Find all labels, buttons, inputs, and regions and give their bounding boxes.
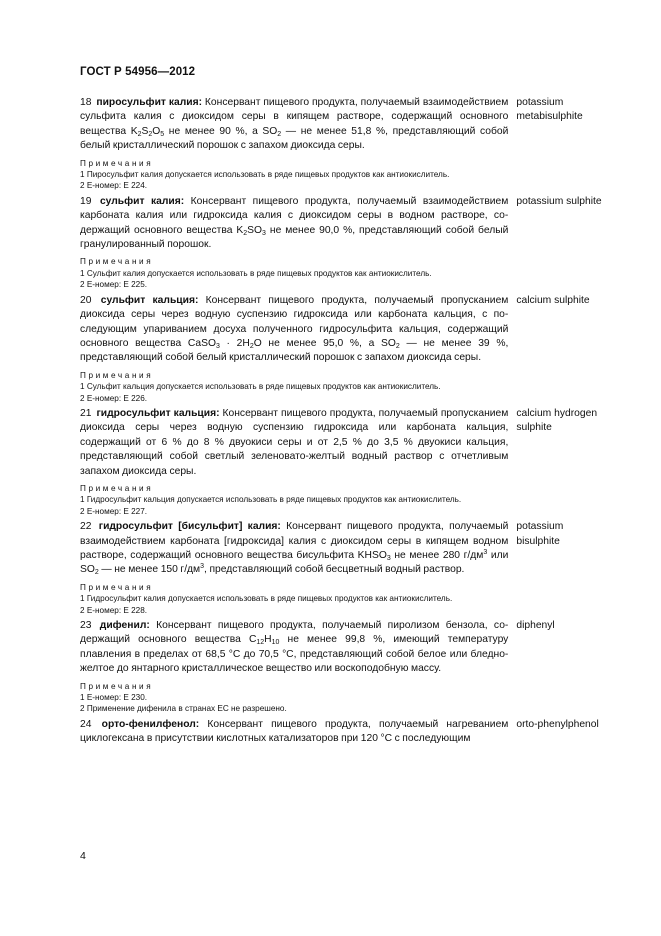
note-item: 1 E-номер: E 230. bbox=[80, 693, 148, 703]
note-item: 1 Пиросульфит калия допускается использовать в ряде пищевых продуктов как антиокислитель. bbox=[80, 170, 450, 180]
definition-text: Консервант пищевого продукта, получаемый пропусканием диоксида серы через водную суспензию гидроксида или карбоната кальция, содержащий от 6 % до 8 % двуокиси серы и от 2,5 % до 3,5 % двуокиси кальция, представляющий собой светлый зеленовато-желтый водный раствор с отчетливым запахом диоксида серы. bbox=[80, 407, 509, 477]
term-definition bbox=[80, 520, 508, 578]
notes-heading: Примечания bbox=[80, 370, 154, 380]
document-header: ГОСТ Р 54956—2012 bbox=[80, 66, 196, 78]
term-name: сульфит кальция: bbox=[100, 294, 199, 306]
term-definition bbox=[80, 96, 508, 154]
term-definition bbox=[80, 718, 508, 747]
definition-text: не менее 90 %, а SO bbox=[164, 125, 278, 137]
definition-text: Консервант пищевого продукта, получаемый взаимодействием карбоната калия или гидроксида калия с диоксидом серы в водном растворе, содержащий основного вещества K bbox=[80, 195, 509, 236]
notes-block bbox=[80, 582, 510, 616]
notes-block bbox=[80, 256, 510, 290]
notes-heading: Примечания bbox=[80, 681, 154, 691]
note-item: 2 Применение дифенила в странах ЕС не разрешено. bbox=[80, 704, 287, 714]
subscript: 2 bbox=[249, 342, 254, 350]
subscript: 2 bbox=[395, 342, 400, 350]
term-definition bbox=[80, 294, 508, 366]
english-term: potassium sulphite bbox=[516, 195, 602, 207]
definition-text: не менее 99,8 %, имеющий температуру плавления в пределах от 68,5 °С до 70,5 °С, представляющий собой белое или бледно-желтое до янтарного кристаллическое вещество или воскоподобную массу. bbox=[80, 634, 509, 675]
notes-heading: Примечания bbox=[80, 483, 154, 493]
term-entry bbox=[80, 96, 610, 154]
term-definition bbox=[80, 195, 508, 253]
notes-block bbox=[80, 158, 510, 192]
english-term: potassium metabisulphite bbox=[516, 97, 583, 123]
term-number: 24 bbox=[80, 718, 92, 730]
notes-heading: Примечания bbox=[80, 257, 154, 267]
note-item: 2 E-номер: E 228. bbox=[80, 605, 148, 615]
note-item: 2 E-номер: E 224. bbox=[80, 181, 148, 191]
subscript: 12 bbox=[256, 639, 265, 647]
term-name: сульфит калия: bbox=[99, 195, 185, 207]
english-term: potassium bisulphite bbox=[516, 521, 564, 547]
note-item: 1 Сульфит кальция допускается использовать в ряде пищевых продуктов как антиокислитель. bbox=[80, 382, 441, 392]
term-name: гидросульфит кальция: bbox=[96, 407, 220, 419]
definition-text: не менее 280 г/дм bbox=[390, 550, 484, 561]
note-item: 1 Гидросульфит кальция допускается использовать в ряде пищевых продуктов как антиокислитель. bbox=[80, 495, 462, 505]
subscript: 10 bbox=[271, 639, 280, 647]
definition-text: Консервант пищевого продукта, получаемый нагреванием циклогексана в присутствии кислотных катализаторов при 120 °С с последующим bbox=[80, 718, 509, 745]
subscript: 3 bbox=[215, 342, 220, 350]
term-name: орто-фенилфенол: bbox=[101, 718, 200, 730]
term-entry bbox=[80, 718, 610, 747]
definition-text: O bbox=[152, 125, 161, 137]
subscript: 5 bbox=[160, 130, 165, 138]
term-entry bbox=[80, 407, 610, 479]
term-number: 22 bbox=[80, 521, 92, 533]
note-item: 2 E-номер: E 225. bbox=[80, 280, 148, 290]
subscript: 2 bbox=[277, 130, 282, 138]
term-entry bbox=[80, 619, 610, 677]
superscript: 3 bbox=[483, 549, 488, 556]
term-number: 23 bbox=[80, 620, 92, 632]
term-definition bbox=[80, 407, 508, 479]
term-name: гидросульфит [бисульфит] калия: bbox=[98, 521, 281, 533]
definition-text: , представляющий собой бесцветный водный раствор. bbox=[204, 564, 465, 576]
subscript: 3 bbox=[386, 555, 391, 562]
subscript: 3 bbox=[262, 229, 266, 237]
term-name: дифенил: bbox=[99, 620, 150, 632]
term-number: 18 bbox=[80, 97, 92, 108]
subscript: 2 bbox=[137, 130, 142, 138]
term-name: пиросульфит калия: bbox=[96, 97, 203, 108]
term-number: 21 bbox=[80, 407, 92, 419]
term-entry bbox=[80, 195, 610, 253]
subscript: 2 bbox=[148, 130, 153, 138]
notes-block bbox=[80, 483, 510, 517]
notes-heading: Примечания bbox=[80, 158, 154, 168]
term-entry bbox=[80, 294, 610, 366]
definition-text: S bbox=[141, 125, 149, 137]
definition-text: · 2H bbox=[219, 337, 250, 349]
definition-text: H bbox=[264, 634, 272, 646]
definition-text: Консервант пищевого продукта, получаемый взаимодействием сульфита калия с диоксидом серы в кипящем растворе, содержащий основного вещества K bbox=[80, 97, 509, 137]
note-item: 2 E-номер: E 226. bbox=[80, 393, 148, 403]
notes-block bbox=[80, 681, 510, 715]
definition-text: SO bbox=[247, 224, 263, 236]
definition-text: или SO bbox=[80, 550, 509, 576]
definition-text: — не менее 51,8 %, представляющий собой белый кристаллический порошок с запахом диоксида серы. bbox=[80, 125, 509, 152]
english-term: orto-phenylphenol bbox=[516, 718, 599, 730]
english-term: calcium hydrogen sulphite bbox=[516, 407, 598, 434]
definition-text: не менее 90,0 %, представляющий собой белый гранулированный порошок. bbox=[80, 224, 509, 251]
definition-text: Консервант пищевого продукта, получаемый пиролизом бензола, содержащий основного вещества C bbox=[80, 620, 509, 646]
terms-list bbox=[80, 96, 610, 747]
subscript: 2 bbox=[94, 569, 99, 577]
term-entry bbox=[80, 520, 610, 578]
english-term: diphenyl bbox=[516, 620, 555, 632]
term-definition bbox=[80, 619, 508, 677]
term-number: 20 bbox=[80, 294, 92, 306]
note-item: 1 Сульфит калия допускается использовать в ряде пищевых продуктов как антиокислитель. bbox=[80, 268, 432, 278]
note-item: 1 Гидросульфит калия допускается использовать в ряде пищевых продуктов как антиокислитель. bbox=[80, 594, 453, 604]
note-item: 2 E-номер: E 227. bbox=[80, 506, 148, 516]
notes-block bbox=[80, 370, 510, 404]
definition-text: Консервант пищевого продукта, получаемый взаимодействием карбоната [гидроксида] калия с диоксидом серы в кипящем водном растворе, содержащий основного вещества бисульфита KHSO bbox=[80, 521, 509, 561]
definition-text: — не менее 150 г/дм bbox=[98, 564, 201, 576]
definition-text: — не менее 39 %, представляющий собой белый кристаллический порошок с запахом диоксида серы. bbox=[80, 337, 509, 364]
notes-heading: Примечания bbox=[80, 582, 154, 592]
term-number: 19 bbox=[80, 195, 92, 207]
english-term: calcium sulphite bbox=[516, 294, 590, 306]
superscript: 3 bbox=[200, 563, 205, 571]
subscript: 2 bbox=[243, 229, 248, 237]
definition-text: Консервант пищевого продукта, получаемый пропусканием диоксида серы через водную суспензию гидроксида или карбоната кальция, с последующим упариванием досуха полученного гидросульфита кальция, содержащий основного вещества CaSO bbox=[80, 294, 509, 349]
page-number: 4 bbox=[80, 850, 86, 862]
definition-text: O не менее 95,0 %, а SO bbox=[253, 337, 396, 349]
